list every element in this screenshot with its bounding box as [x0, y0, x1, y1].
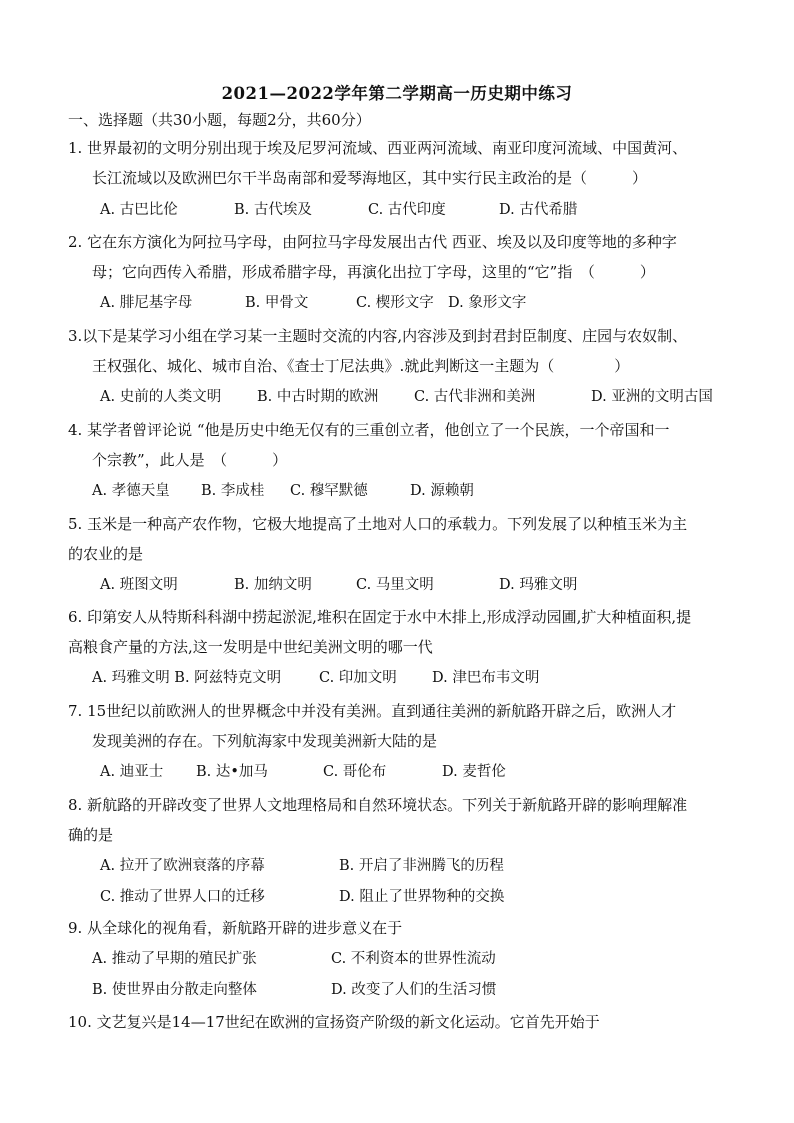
question-7-option-b: B. 达•加马 — [196, 764, 268, 780]
question-3-option-c: C. 古代非洲和美洲 — [414, 389, 536, 405]
question-6-line-2: 高粮食产量的方法,这一发明是中世纪美洲文明的哪一代 — [68, 638, 433, 656]
question-7-option-c: C. 哥伦布 — [323, 764, 387, 780]
question-4-option-b: B. 李成桂 — [201, 483, 265, 499]
question-7-line-1: 7. 15世纪以前欧洲人的世界概念中并没有美洲。直到通往美洲的新航路开辟之后，欧洲人才 — [68, 702, 677, 720]
question-2-line-1: 2. 它在东方演化为阿拉马字母，由阿拉马字母发展出古代 西亚、埃及以及印度等地的多种字 — [68, 233, 677, 251]
question-5-option-d: D. 玛雅文明 — [499, 577, 578, 593]
question-3-line-1: 3.以下是某学习小组在学习某一主题时交流的内容,内容涉及到封君封臣制度、庄园与农奴制、 — [68, 327, 688, 345]
question-8-line-1: 8. 新航路的开辟改变了世界人文地理格局和自然环境状态。下列关于新航路开辟的影响理解准 — [68, 796, 688, 814]
question-8-option-c: C. 推动了世界人口的迁移 — [100, 889, 265, 905]
section-heading: 一、选择题（共30小题，每题2分，共60分） — [68, 111, 371, 129]
question-1-option-d: D. 古代希腊 — [499, 202, 578, 218]
question-6-line-1: 6. 印第安人从特斯科科湖中捞起淤泥,堆积在固定于水中木排上,形成浮动园圃,扩大种植面积,提 — [68, 608, 692, 626]
question-6-option-d: D. 津巴布韦文明 — [432, 670, 540, 686]
question-6-option-c: C. 印加文明 — [319, 670, 397, 686]
question-9-line-1: 9. 从全球化的视角看，新航路开辟的进步意义在于 — [68, 919, 403, 937]
question-8-option-a: A. 拉开了欧洲衰落的序幕 — [100, 858, 265, 874]
question-5-line-1: 5. 玉米是一种高产农作物，它极大地提高了土地对人口的承载力。下列发展了以种植玉米为主 — [68, 515, 688, 533]
question-10-line-1: 10. 文艺复兴是14—17世纪在欧洲的宣扬资产阶级的新文化运动。它首先开始于 — [68, 1013, 600, 1031]
question-9-option-d: D. 改变了人们的生活习惯 — [331, 982, 497, 998]
question-6-option-a-b: A. 玛雅文明 B. 阿兹特克文明 — [92, 670, 282, 686]
question-9-option-c: C. 不利资本的世界性流动 — [331, 951, 496, 967]
page-title: 2021—2022学年第二学期高一历史期中练习 — [221, 84, 573, 103]
question-1-option-c: C. 古代印度 — [368, 202, 446, 218]
question-2-line-2: 母；它向西传入希腊，形成希腊字母，再演化出拉丁字母，这里的“它”指 （ ） — [92, 263, 655, 281]
question-9-option-a: A. 推动了早期的殖民扩张 — [92, 951, 257, 967]
question-2-option-c: C. 楔形文字 — [356, 295, 434, 311]
question-1-option-a: A. 古巴比伦 — [100, 202, 178, 218]
question-3-option-a: A. 史前的人类文明 — [100, 389, 222, 405]
question-4-option-d: D. 源赖朝 — [410, 483, 474, 499]
question-8-option-b: B. 开启了非洲腾飞的历程 — [339, 858, 504, 874]
question-5-option-a: A. 班图文明 — [100, 577, 178, 593]
question-7-option-d: D. 麦哲伦 — [442, 764, 506, 780]
question-2-option-a: A. 腓尼基字母 — [100, 295, 193, 311]
question-4-line-1: 4. 某学者曾评论说 “他是历史中绝无仅有的三重创立者，他创立了一个民族，一个帝国和一 — [68, 421, 670, 439]
question-4-option-a: A. 孝德天皇 — [92, 483, 170, 499]
question-1-line-2: 长江流域以及欧洲巴尔干半岛南部和爱琴海地区，其中实行民主政治的是（ ） — [92, 169, 648, 187]
question-8-line-2: 确的是 — [68, 826, 114, 844]
question-7-line-2: 发现美洲的存在。下列航海家中发现美洲新大陆的是 — [92, 732, 438, 750]
question-4-line-2: 个宗教”，此人是 （ ） — [92, 451, 288, 469]
question-9-option-b: B. 使世界由分散走向整体 — [92, 982, 257, 998]
question-7-option-a: A. 迪亚士 — [100, 764, 164, 780]
question-2-option-b: B. 甲骨文 — [245, 295, 309, 311]
question-2-option-d: D. 象形文字 — [448, 295, 527, 311]
question-5-option-c: C. 马里文明 — [356, 577, 434, 593]
question-8-option-d: D. 阻止了世界物种的交换 — [339, 889, 505, 905]
question-5-line-2: 的农业的是 — [68, 545, 144, 563]
question-4-option-c: C. 穆罕默德 — [290, 483, 368, 499]
question-1-option-b: B. 古代埃及 — [234, 202, 312, 218]
question-3-option-b: B. 中古时期的欧洲 — [257, 389, 379, 405]
question-5-option-b: B. 加纳文明 — [234, 577, 312, 593]
question-3-line-2: 王权强化、城化、城市自治、《查士丁尼法典》.就此判断这一主题为（ ） — [92, 357, 630, 375]
question-1-line-1: 1. 世界最初的文明分别出现于埃及尼罗河流域、西亚两河流域、南亚印度河流域、中国黄河、 — [68, 139, 688, 157]
question-3-option-d: D. 亚洲的文明古国 — [591, 389, 713, 405]
